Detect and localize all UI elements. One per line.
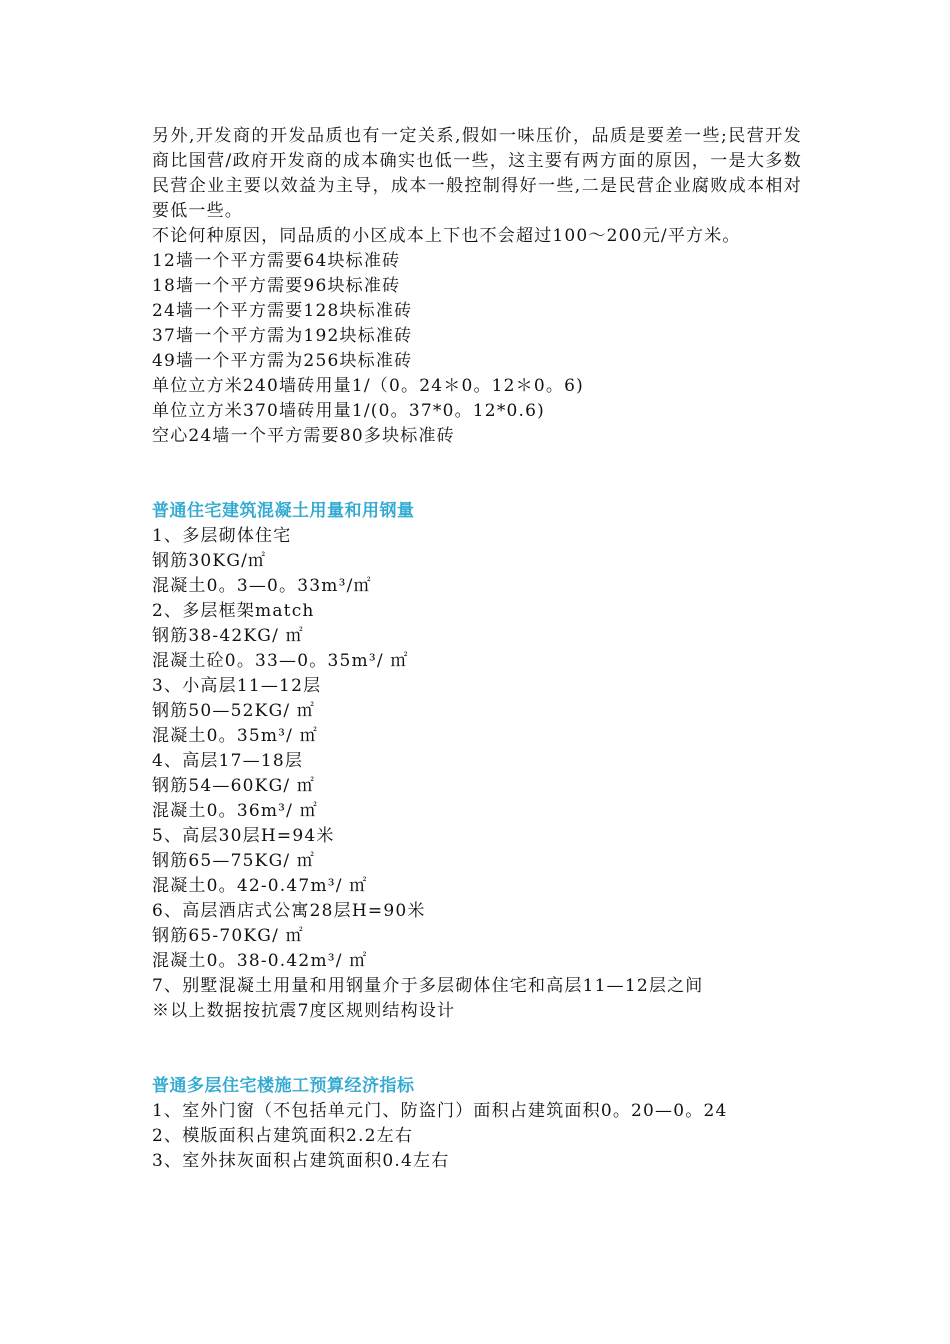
text-line: 混凝土0。42-0.47m³/ ㎡ [152,876,368,896]
text-line: 钢筋65—75KG/ ㎡ [152,851,316,871]
text-line: 6、高层酒店式公寓28层H=90米 [152,901,426,921]
text-line: 钢筋30KG/㎡ [152,551,267,571]
text-line: 混凝土0。3—0。33m³/㎡ [152,576,372,596]
text-line: 混凝土砼0。33—0。35m³/ ㎡ [152,651,409,671]
text-line: 钢筋65-70KG/ ㎡ [152,926,304,946]
text-line: 单位立方米240墙砖用量1/（0。24＊0。12＊0。6) [152,376,584,396]
text-line: 钢筋50—52KG/ ㎡ [152,701,316,721]
text-line: 钢筋54—60KG/ ㎡ [152,776,316,796]
text-line: 混凝土0。35m³/ ㎡ [152,726,318,746]
text-line: 2、多层框架match [152,601,315,621]
text-line: 4、高层17—18层 [152,751,304,771]
text-line: 49墙一个平方需为256块标准砖 [152,351,413,371]
text-line: 12墙一个平方需要64块标准砖 [152,251,401,271]
section-spacer [152,1024,802,1074]
text-line: 混凝土0。38-0.42m³/ ㎡ [152,951,368,971]
section-heading: 普通住宅建筑混凝土用量和用钢量 [152,501,415,521]
section-spacer [152,449,802,499]
text-line: 1、多层砌体住宅 [152,526,292,546]
section-heading: 普通多层住宅楼施工预算经济指标 [152,1076,415,1096]
text-line: 37墙一个平方需为192块标准砖 [152,326,413,346]
document-page [152,124,802,1174]
text-line: 3、小高层11—12层 [152,676,322,696]
text-line: 2、模版面积占建筑面积2.2左右 [152,1126,414,1146]
intro-paragraph: 不论何种原因，同品质的小区成本上下也不会超过100～200元/平方米。 [152,226,741,246]
text-paragraph: 1、室外门窗（不包括单元门、防盗门）面积占建筑面积0。20—0。24 [152,1101,728,1121]
text-line: 空心24墙一个平方需要80多块标准砖 [152,426,455,446]
text-line: 24墙一个平方需要128块标准砖 [152,301,413,321]
intro-paragraph: 另外,开发商的开发品质也有一定关系,假如一味压价，品质是要差一些;民营开发商比国营/政府开发商的成本确实也低一些，这主要有两方面的原因，一是大多数民营企业主要以效益为主导，成本一般控制得好一些,二是民营企业腐败成本相对要低一些。 [152,126,802,221]
text-line: 7、别墅混凝土用量和用钢量介于多层砌体住宅和高层11—12层之间 [152,976,704,996]
text-line: 单位立方米370墙砖用量1/(0。37*0。12*0.6) [152,401,545,421]
text-line: ※以上数据按抗震7度区规则结构设计 [152,1001,456,1021]
text-line: 5、高层30层H=94米 [152,826,335,846]
text-line: 18墙一个平方需要96块标准砖 [152,276,401,296]
text-line: 钢筋38-42KG/ ㎡ [152,626,304,646]
text-line: 3、室外抹灰面积占建筑面积0.4左右 [152,1151,450,1171]
text-line: 混凝土0。36m³/ ㎡ [152,801,318,821]
